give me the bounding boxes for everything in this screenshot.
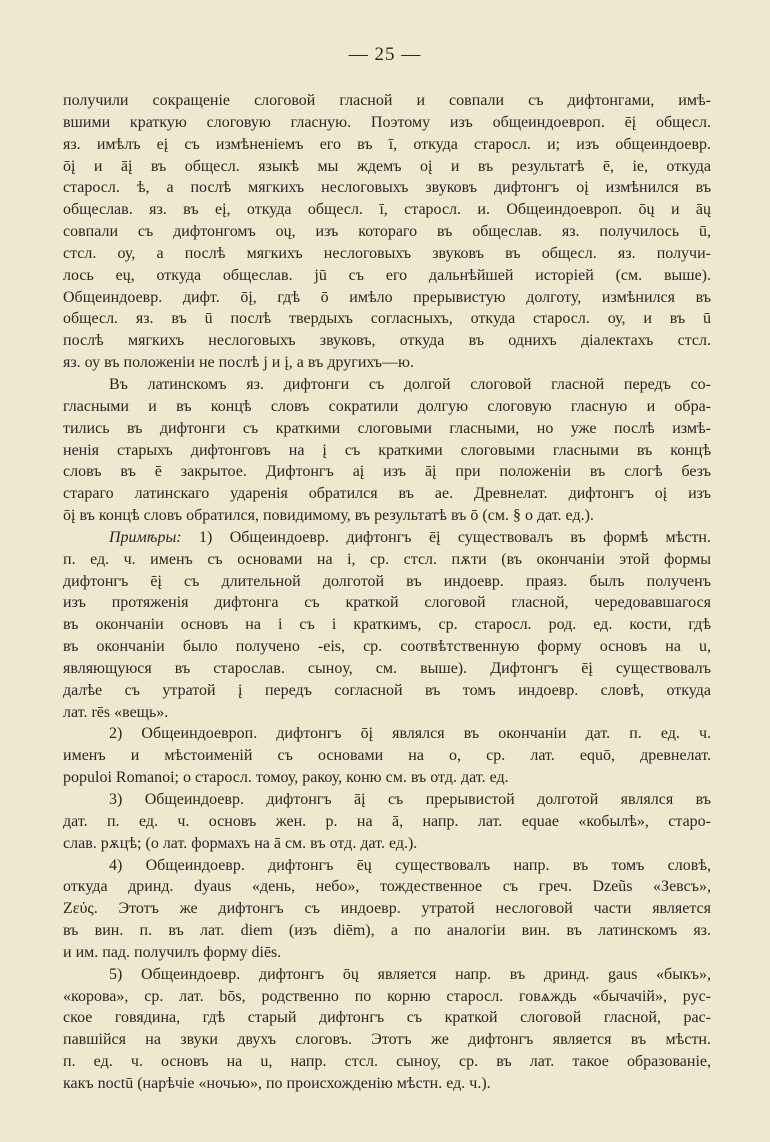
text-line: [63, 592, 711, 614]
text-line: [63, 680, 711, 702]
line-text: populoi Romanoi; о старосл. томоу, ракоу, коню см. въ отд. дат. ед.: [63, 769, 509, 787]
text-line: [63, 199, 711, 221]
line-text: ское говядина, гдѣ старый дифтонгъ съ краткой слоговой гласной, рас-: [63, 1009, 711, 1027]
text-line: [63, 461, 711, 483]
line-text: именъ и мѣстоименій съ основами на o, ср. лат. equō, древнелат.: [63, 747, 711, 765]
text-line: [63, 483, 711, 505]
line-text: ōį и āį въ общесл. языкѣ мы ждемъ oį и въ результатѣ ē, ie, откуда: [63, 157, 711, 175]
text-line: [63, 855, 711, 877]
line-text: стараго латинскаго ударенія обратился въ ae. Древнелат. дифтонгъ oį изъ: [63, 485, 711, 503]
line-text: изъ протяженія дифтонга съ краткой слоговой гласной, чередовавшагося: [63, 594, 711, 612]
line-text: п. ед. ч. основъ на u, напр. стсл. сынoу, ср. въ лат. такое образованіе,: [63, 1053, 711, 1071]
text-line: [63, 964, 711, 986]
line-text: вшими краткую слоговую гласную. Поэтому изъ общеиндоевроп. ēį общесл.: [63, 113, 711, 131]
text-line: [63, 702, 711, 724]
body-text: [63, 90, 711, 1095]
text-line: [63, 833, 711, 855]
text-line: [63, 90, 711, 112]
line-text: 3) Общеиндоевр. дифтонгъ āį съ прерывистой долготой являлся въ: [109, 791, 711, 808]
line-text: слав. рѫцѣ; (о лат. формахъ на ā см. въ отд. дат. ед.).: [63, 834, 418, 852]
line-text: Общеиндоевр. дифт. ōį, гдѣ ō имѣло прерывистую долготу, измѣнился въ: [63, 288, 711, 306]
line-text: 1) Общеиндоевр. дифтонгъ ēį существовалъ въ формѣ мѣстн.: [181, 528, 711, 546]
line-text: 2) Общеиндоевроп. дифтонгъ ōį являлся въ окончаніи дат. п. ед. ч.: [109, 725, 711, 743]
line-text: въ вин. п. въ лат. diem (изъ diēm), а по аналогіи вин. въ латинскомъ яз.: [63, 922, 711, 940]
text-line: [63, 1073, 711, 1095]
line-text: далѣе съ утратой į передъ согласной въ томъ индоевр. словѣ, откуда: [63, 681, 711, 699]
text-line: [63, 134, 711, 156]
line-text: откуда дринд. dyaus «день, небо», тождественное съ греч. Dzeũs «Зевсъ»,: [63, 878, 711, 896]
text-line: [63, 440, 711, 462]
text-line: [63, 112, 711, 134]
line-text: Ζεύς. Этотъ же дифтонгъ съ индоевр. утратой неслоговой части является: [63, 900, 711, 918]
line-text: лось eų, откуда общеслав. jū съ его дальнѣйшей исторіей (см. выше).: [63, 266, 711, 284]
text-line: [63, 505, 711, 527]
line-text: п. ед. ч. именъ съ основами на i, ср. стсл. пѫти (въ окончаніи этой формы: [63, 550, 711, 568]
line-text: тились въ дифтонги съ краткими слоговыми гласными, но уже послѣ измѣ-: [63, 419, 711, 437]
line-text: въ окончаніи основъ на i съ i краткимъ, ср. старосл. род. ед. кости, гдѣ: [63, 616, 711, 634]
page-number: — 25 —: [348, 44, 422, 65]
text-line: [63, 396, 711, 418]
text-line: [63, 986, 711, 1008]
line-text: павшійся на звуки двухъ слоговъ. Этотъ же дифтонгъ является въ мѣстн.: [63, 1031, 711, 1049]
text-line: [63, 527, 711, 549]
text-line: [63, 1051, 711, 1073]
text-line: [63, 243, 711, 265]
text-line: [63, 287, 711, 309]
text-line: [63, 658, 711, 680]
line-text: 4) Общеиндоевр. дифтонгъ ēų существовалъ напр. въ томъ словѣ,: [109, 856, 711, 874]
line-text: совпали съ дифтонгомъ oų, изъ котораго въ общеслав. яз. получилось ū,: [63, 223, 711, 241]
text-line: [63, 177, 711, 199]
text-line: [63, 1007, 711, 1029]
text-line: [63, 418, 711, 440]
line-text: стсл. оу, а послѣ мягкихъ неслоговыхъ звуковъ въ общесл. яз. получи-: [63, 244, 711, 262]
text-line: [63, 745, 711, 767]
line-text: Въ латинскомъ яз. дифтонги съ долгой слоговой гласной передъ со-: [109, 375, 711, 393]
line-text: 5) Общеиндоевр. дифтонгъ ōų является напр. въ дринд. gaus «быкъ»,: [109, 965, 711, 983]
line-text: и им. пад. получилъ форму diēs.: [63, 943, 282, 961]
text-line: [63, 330, 711, 352]
line-text: въ окончаніи было получено -eis, ср. соотвѣтственную форму основъ на u,: [63, 638, 711, 656]
text-line: [63, 571, 711, 593]
text-line: [63, 789, 711, 811]
line-text: общеслав. яз. въ eį, откуда общесл. ī, старосл. и. Общеиндоевроп. ōų и āų: [63, 201, 711, 219]
text-line: [63, 898, 711, 920]
line-text: «корова», ср. лат. bōs, родственно по корню старосл. говѧждь «бычачій», рус-: [63, 987, 711, 1005]
text-line: [63, 811, 711, 833]
text-line: [63, 920, 711, 942]
line-text: получили сокращеніе слоговой гласной и совпали съ дифтонгами, имѣ-: [63, 92, 711, 109]
line-text: ōį въ концѣ словъ обратился, повидимому, въ результатѣ въ ō (см. § о дат. ед.).: [63, 507, 594, 525]
line-text: какъ noctū (нарѣчіе «ночью», по происхожденію мѣстн. ед. ч.).: [63, 1074, 491, 1092]
line-text: являющуюся въ старослав. сынoу, см. выше). Дифтонгъ ēį существовалъ: [63, 659, 711, 677]
text-line: [63, 265, 711, 287]
examples-heading: Примѣры:: [109, 528, 182, 546]
line-text: старосл. ѣ, а послѣ мягкихъ неслоговыхъ звуковъ дифтонгъ oį измѣнился въ: [63, 179, 711, 197]
text-line: [63, 876, 711, 898]
line-text: ненія старыхъ дифтонговъ на į съ краткими слоговыми гласными въ концѣ: [63, 441, 711, 459]
text-line: [63, 549, 711, 571]
line-text: дифтонгъ ēį съ длительной долготой въ индоевр. праяз. былъ полученъ: [63, 572, 711, 590]
text-line: [63, 614, 711, 636]
line-text: яз. имѣлъ eį съ измѣненіемъ его въ ī, откуда старосл. и; изъ общеиндоевр.: [63, 135, 711, 153]
text-line: [63, 156, 711, 178]
text-line: [63, 374, 711, 396]
line-text: яз. оу въ положеніи не послѣ j и į, а въ другихъ—ю.: [63, 354, 415, 372]
text-line: [63, 942, 711, 964]
line-text: послѣ мягкихъ неслоговыхъ звуковъ, откуда въ однихъ діалектахъ стсл.: [63, 332, 711, 350]
line-text: общесл. яз. въ ū послѣ твердыхъ согласныхъ, откуда старосл. оу, и въ ū: [63, 310, 711, 328]
text-line: [63, 636, 711, 658]
text-line: [63, 221, 711, 243]
text-line: [63, 308, 711, 330]
line-text: лат. rēs «вещь».: [63, 703, 169, 721]
line-text: гласными и въ концѣ словъ сократили долгую слоговую гласную и обра-: [63, 397, 711, 415]
text-line: [63, 352, 711, 374]
text-line: [63, 723, 711, 745]
text-line: [63, 1029, 711, 1051]
text-line: [63, 767, 711, 789]
line-text: дат. п. ед. ч. основъ жен. р. на ā, напр. лат. equae «кобылѣ», старо-: [63, 812, 711, 830]
line-text: словъ въ ē закрытое. Дифтонгъ aį изъ āį при положеніи въ слогѣ безъ: [63, 463, 711, 481]
